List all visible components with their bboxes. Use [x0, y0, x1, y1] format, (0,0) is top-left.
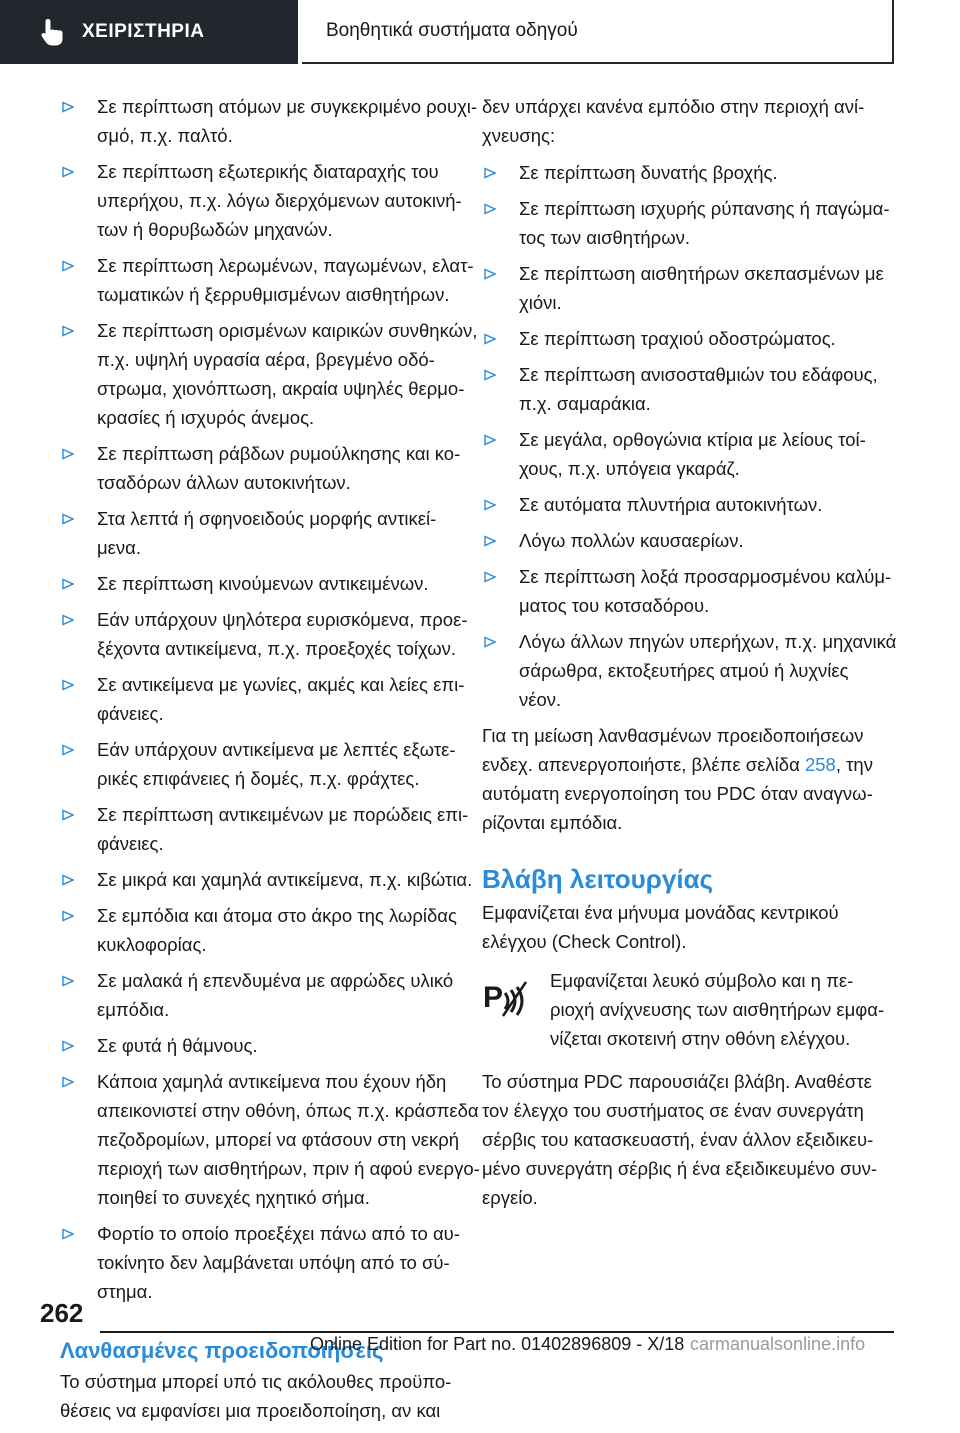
left-column — [60, 92, 496, 1433]
list-item: Σε μεγάλα, ορθογώνια κτίρια με λείους τοί- χους, π.χ. υπόγεια γκαράζ. — [482, 425, 918, 483]
triangle-bullet-icon — [62, 325, 74, 337]
triangle-bullet-icon — [484, 636, 496, 648]
triangle-bullet-icon — [62, 1228, 74, 1240]
list-item: Σε μαλακά ή επενδυμένα με αφρώδες υλικό εμπόδια. — [60, 966, 496, 1024]
chapter-label: Βοηθητικά συστήματα οδηγού — [326, 20, 578, 41]
section-label: ΧΕΙΡΙΣΤΗΡΙΑ — [82, 21, 205, 42]
triangle-bullet-icon — [62, 578, 74, 590]
triangle-bullet-icon — [62, 1040, 74, 1052]
list-item: Σε περίπτωση κινούμενων αντικειμένων. — [60, 569, 496, 598]
triangle-bullet-icon — [62, 809, 74, 821]
list-item: Σε περίπτωση ισχυρής ρύπανσης ή παγώμα- τος των αισθητήρων. — [482, 194, 918, 252]
list-item: Σε περίπτωση λοξά προσαρμοσμένου καλύμ- ματος του κοτσαδόρου. — [482, 562, 918, 620]
list-item: Σε περίπτωση εξωτερικής διαταραχής του υπερήχου, π.χ. λόγω διερχόμενων αυτοκινή- των ή θορυβωδών μηχανών. — [60, 157, 496, 244]
right-intro-paragraph: δεν υπάρχει κανένα εμπόδιο στην περιοχή ανί- χνευσης: — [482, 96, 865, 146]
page-link[interactable]: 258 — [804, 754, 836, 775]
triangle-bullet-icon — [484, 333, 496, 345]
list-item: Σε περίπτωση ατόμων με συγκεκριμένο ρουχι- σμό, π.χ. παλτό. — [60, 92, 496, 150]
hand-pointer-icon — [40, 17, 66, 47]
triangle-bullet-icon — [484, 167, 496, 179]
page-header — [0, 0, 960, 66]
triangle-bullet-icon — [484, 571, 496, 583]
right-bullet-list — [482, 158, 918, 714]
list-item: Σε φυτά ή θάμνους. — [60, 1031, 496, 1060]
triangle-bullet-icon — [62, 614, 74, 626]
list-item: Σε περίπτωση ράβδων ρυμούλκησης και κο- τσαδόρων άλλων αυτοκινήτων. — [60, 439, 496, 497]
list-item: Σε περίπτωση τραχιού οδοστρώματος. — [482, 324, 918, 353]
pdc-icon-text: Εμφανίζεται λευκό σύμβολο και η πε- ριοχή ανίχνευσης των αισθητήρων εμφα- νίζεται σκοτεινή στην οθόνη ελέγχου. — [550, 970, 885, 1049]
check-control-paragraph: Εμφανίζεται ένα μήνυμα μονάδας κεντρικού ελέγχου (Check Control). — [482, 902, 839, 952]
list-item: Εάν υπάρχουν αντικείμενα με λεπτές εξωτε- ρικές επιφάνειες ή δομές, π.χ. φράχτες. — [60, 735, 496, 793]
svg-text:P: P — [483, 981, 504, 1014]
page-footer — [0, 1296, 960, 1362]
triangle-bullet-icon — [62, 1076, 74, 1088]
list-item: Λόγω άλλων πηγών υπερήχων, π.χ. μηχανικά σάρωθρα, εκτοξευτήρες ατμού ή λυχνίες νέον. — [482, 627, 918, 714]
triangle-bullet-icon — [62, 910, 74, 922]
triangle-bullet-icon — [484, 369, 496, 381]
list-item: Λόγω πολλών καυσαερίων. — [482, 526, 918, 555]
list-item: Σε περίπτωση ορισμένων καιρικών συνθηκών, π.χ. υψηλή υγρασία αέρα, βρεγμένο οδό- στρωμα, χιονόπτωση, ακραία υψηλές θερμο- κρασίες ή ισχυρός άνεμος. — [60, 316, 496, 432]
triangle-bullet-icon — [484, 203, 496, 215]
list-item: Σε περίπτωση λερωμένων, παγωμένων, ελατ- τωματικών ή ξερρυθμισμένων αισθητήρων. — [60, 251, 496, 309]
pdc-icon-block — [482, 966, 918, 1053]
triangle-bullet-icon — [62, 975, 74, 987]
list-item: Κάποια χαμηλά αντικείμενα που έχουν ήδη απεικονιστεί στην οθόνη, όπως π.χ. κράσπεδα πεζοδρομίων, μπορεί να φτάσουν στη νεκρή περιοχή των αισθητήρων, πριν ή αφού ενεργο- ποιηθεί το συνεχές ηχητικό σήμα. — [60, 1067, 496, 1212]
triangle-bullet-icon — [62, 513, 74, 525]
pdc-note-paragraph: Για τη μείωση λανθασμένων προειδοποιήσεων ενδεχ. απενεργοποιήστε, βλέπε σελίδα 258, την αυτόματη ενεργοποίηση του PDC όταν αναγνω- ρίζονται εμπόδια. — [482, 725, 873, 833]
list-item: Σε αυτόματα πλυντήρια αυτοκινήτων. — [482, 490, 918, 519]
malfunction-heading: Βλάβη λειτουργίας — [482, 864, 714, 894]
list-item: Στα λεπτά ή σφηνοειδούς μορφής αντικεί- μενα. — [60, 504, 496, 562]
triangle-bullet-icon — [62, 260, 74, 272]
service-paragraph: Το σύστημα PDC παρουσιάζει βλάβη. Αναθέστε τον έλεγχο του συστήματος σε έναν συνεργάτη σέρβις του κατασκευαστή, έναν άλλον εξειδικευ- μένο συνεργάτη σέρβις ή ένα εξειδικευμένο συν- εργείο. — [482, 1071, 878, 1208]
list-item: Σε περίπτωση αισθητήρων σκεπασμένων με χιόνι. — [482, 259, 918, 317]
list-item: Σε εμπόδια και άτομα στο άκρο της λωρίδας κυκλοφορίας. — [60, 901, 496, 959]
page-number: 262 — [40, 1298, 84, 1328]
triangle-bullet-icon — [484, 268, 496, 280]
footer-divider — [100, 1331, 894, 1333]
list-item: Εάν υπάρχουν ψηλότερα ευρισκόμενα, προε- ξέχοντα αντικείμενα, π.χ. προεξοχές τοίχων. — [60, 605, 496, 663]
edition-text: Online Edition for Part no. 01402896809 - X/18 — [310, 1334, 685, 1354]
false-warnings-heading: Λανθασμένες προειδοποιήσεις — [60, 1338, 384, 1363]
triangle-bullet-icon — [62, 874, 74, 886]
list-item: Φορτίο το οποίο προεξέχει πάνω από το αυ- τοκίνητο δεν λαμβάνεται υπόψη από το σύ- στημα. — [60, 1219, 496, 1306]
triangle-bullet-icon — [62, 101, 74, 113]
list-item: Σε αντικείμενα με γωνίες, ακμές και λείες επι- φάνειες. — [60, 670, 496, 728]
false-warnings-paragraph: Το σύστημα μπορεί υπό τις ακόλουθες προϋπο- θέσεις να εμφανίσει μια προειδοποίηση, αν και — [60, 1371, 452, 1421]
triangle-bullet-icon — [62, 744, 74, 756]
list-item: Σε περίπτωση δυνατής βροχής. — [482, 158, 918, 187]
triangle-bullet-icon — [62, 448, 74, 460]
triangle-bullet-icon — [484, 499, 496, 511]
chapter-tab — [302, 0, 894, 64]
left-bullet-list — [60, 92, 496, 1306]
right-column — [482, 92, 918, 1220]
triangle-bullet-icon — [484, 434, 496, 446]
section-tab — [0, 0, 298, 64]
triangle-bullet-icon — [62, 166, 74, 178]
list-item: Σε περίπτωση ανισοσταθμιών του εδάφους, π.χ. σαμαράκια. — [482, 360, 918, 418]
triangle-bullet-icon — [62, 679, 74, 691]
watermark-text: carmanualsonline.info — [690, 1334, 866, 1354]
triangle-bullet-icon — [484, 535, 496, 547]
pdc-malfunction-icon — [482, 974, 528, 1020]
list-item: Σε μικρά και χαμηλά αντικείμενα, π.χ. κιβώτια. — [60, 865, 496, 894]
list-item: Σε περίπτωση αντικειμένων με πορώδεις επι- φάνειες. — [60, 800, 496, 858]
